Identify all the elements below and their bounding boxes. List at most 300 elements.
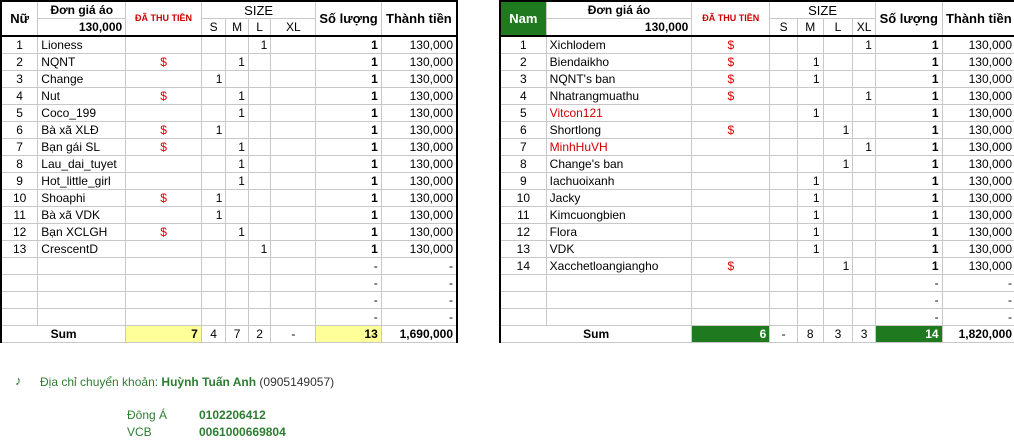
member-name: Iachuoixanh bbox=[546, 173, 692, 190]
size-s-count bbox=[770, 156, 798, 173]
sum-size-xl: - bbox=[271, 326, 316, 343]
quantity: 1 bbox=[875, 139, 942, 156]
table-row bbox=[500, 156, 1014, 173]
transfer-phone: (0905149057) bbox=[256, 375, 335, 389]
paid-mark bbox=[126, 292, 202, 309]
quantity: 1 bbox=[316, 71, 381, 88]
music-note-icon: ♪ bbox=[15, 373, 22, 388]
sum-size-l: 3 bbox=[823, 326, 853, 343]
row-number: 1 bbox=[500, 36, 546, 54]
member-name bbox=[546, 309, 692, 326]
sum-size-xl: 3 bbox=[853, 326, 876, 343]
member-name: Hot_little_girl bbox=[38, 173, 126, 190]
size-s-count bbox=[201, 224, 226, 241]
size-l-count bbox=[823, 139, 853, 156]
member-name: Bạn XCLGH bbox=[38, 224, 126, 241]
paid-mark bbox=[126, 71, 202, 88]
paid-mark bbox=[692, 275, 770, 292]
size-m-count bbox=[226, 258, 248, 275]
quantity: 1 bbox=[316, 36, 381, 54]
size-xl-count bbox=[853, 105, 876, 122]
row-number: 10 bbox=[500, 190, 546, 207]
table-row bbox=[1, 258, 457, 275]
table-row bbox=[1, 173, 457, 190]
size-s-count bbox=[770, 224, 798, 241]
line-total: - bbox=[381, 292, 457, 309]
member-name: Bà xã VDK bbox=[38, 207, 126, 224]
paid-mark: $ bbox=[126, 54, 202, 71]
quantity: 1 bbox=[316, 54, 381, 71]
size-l-count bbox=[248, 224, 270, 241]
size-s-count bbox=[201, 156, 226, 173]
quantity: - bbox=[316, 309, 381, 326]
table-row bbox=[1, 275, 457, 292]
paid-mark bbox=[126, 105, 202, 122]
member-name: Bạn gái SL bbox=[38, 139, 126, 156]
sum-paid: 6 bbox=[692, 326, 770, 343]
line-total: 130,000 bbox=[942, 224, 1014, 241]
size-xl-count bbox=[853, 71, 876, 88]
size-m-count bbox=[797, 156, 823, 173]
table-row bbox=[1, 207, 457, 224]
table-row bbox=[1, 36, 457, 54]
size-m-count: 1 bbox=[226, 54, 248, 71]
size-m-header: M bbox=[797, 19, 823, 37]
sum-size-s: 4 bbox=[201, 326, 226, 343]
size-l-count bbox=[823, 54, 853, 71]
size-m-count bbox=[226, 207, 248, 224]
size-xl-count bbox=[271, 139, 316, 156]
table-row bbox=[500, 258, 1014, 275]
size-xl-header: XL bbox=[853, 19, 876, 37]
size-m-count bbox=[226, 292, 248, 309]
paid-mark: $ bbox=[692, 122, 770, 139]
header-row bbox=[1, 1, 457, 19]
line-total: 130,000 bbox=[942, 54, 1014, 71]
size-header: SIZE bbox=[770, 1, 876, 19]
quantity: 1 bbox=[875, 173, 942, 190]
size-m-count bbox=[797, 292, 823, 309]
size-l-count: 1 bbox=[823, 122, 853, 139]
quantity: 1 bbox=[316, 241, 381, 258]
table-row bbox=[1, 190, 457, 207]
size-l-header: L bbox=[823, 19, 853, 37]
row-number: 11 bbox=[500, 207, 546, 224]
quantity: - bbox=[316, 258, 381, 275]
size-m-count: 1 bbox=[226, 156, 248, 173]
member-name bbox=[38, 309, 126, 326]
size-s-count bbox=[770, 139, 798, 156]
size-m-count bbox=[797, 275, 823, 292]
size-xl-count bbox=[271, 173, 316, 190]
line-total: - bbox=[942, 292, 1014, 309]
size-m-count bbox=[797, 122, 823, 139]
row-number: 12 bbox=[1, 224, 38, 241]
member-name: CrescentD bbox=[38, 241, 126, 258]
size-s-header: S bbox=[201, 19, 226, 37]
line-total: - bbox=[381, 309, 457, 326]
row-number bbox=[500, 309, 546, 326]
sum-size-l: 2 bbox=[248, 326, 270, 343]
paid-mark bbox=[126, 309, 202, 326]
table-row bbox=[500, 309, 1014, 326]
line-total: - bbox=[381, 258, 457, 275]
line-total: 130,000 bbox=[381, 54, 457, 71]
table-row bbox=[500, 54, 1014, 71]
quantity: 1 bbox=[316, 156, 381, 173]
size-xl-count bbox=[853, 241, 876, 258]
row-number: 13 bbox=[500, 241, 546, 258]
size-m-count bbox=[797, 36, 823, 54]
size-xl-count bbox=[853, 54, 876, 71]
paid-mark bbox=[692, 309, 770, 326]
line-total: 130,000 bbox=[381, 156, 457, 173]
row-number bbox=[500, 275, 546, 292]
size-m-count: 1 bbox=[226, 224, 248, 241]
line-total: 130,000 bbox=[381, 190, 457, 207]
sum-qty: 14 bbox=[875, 326, 942, 343]
size-s-count bbox=[770, 258, 798, 275]
size-l-count bbox=[248, 122, 270, 139]
size-s-count bbox=[770, 241, 798, 258]
row-number: 7 bbox=[1, 139, 38, 156]
row-number: 2 bbox=[500, 54, 546, 71]
male-order-table bbox=[499, 0, 1014, 343]
size-m-count: 1 bbox=[226, 88, 248, 105]
size-xl-count bbox=[271, 54, 316, 71]
size-l-count bbox=[248, 309, 270, 326]
quantity: 1 bbox=[316, 105, 381, 122]
row-number: 13 bbox=[1, 241, 38, 258]
sum-size-m: 8 bbox=[797, 326, 823, 343]
row-number bbox=[1, 292, 38, 309]
size-s-count bbox=[201, 258, 226, 275]
size-xl-count bbox=[853, 224, 876, 241]
line-total: 130,000 bbox=[381, 224, 457, 241]
table-row bbox=[1, 54, 457, 71]
paid-mark bbox=[692, 173, 770, 190]
line-total: 130,000 bbox=[942, 207, 1014, 224]
size-m-count: 1 bbox=[797, 105, 823, 122]
size-s-count bbox=[770, 105, 798, 122]
table-row bbox=[1, 139, 457, 156]
sum-qty: 13 bbox=[316, 326, 381, 343]
table-row bbox=[500, 292, 1014, 309]
size-l-count bbox=[248, 207, 270, 224]
size-m-count bbox=[797, 139, 823, 156]
sum-total: 1,690,000 bbox=[381, 326, 457, 343]
paid-mark: $ bbox=[126, 122, 202, 139]
quantity: 1 bbox=[316, 207, 381, 224]
row-number: 5 bbox=[500, 105, 546, 122]
table-row bbox=[500, 275, 1014, 292]
quantity: 1 bbox=[875, 190, 942, 207]
gender-header: Nữ bbox=[1, 1, 38, 36]
size-l-count bbox=[823, 88, 853, 105]
size-s-count bbox=[201, 105, 226, 122]
size-xl-count bbox=[271, 309, 316, 326]
line-total: 130,000 bbox=[381, 122, 457, 139]
total-header: Thành tiền bbox=[381, 1, 457, 36]
size-xl-count bbox=[853, 190, 876, 207]
paid-mark bbox=[692, 190, 770, 207]
size-xl-count: 1 bbox=[853, 88, 876, 105]
size-l-count bbox=[248, 139, 270, 156]
row-number: 4 bbox=[1, 88, 38, 105]
paid-mark: $ bbox=[126, 190, 202, 207]
line-total: 130,000 bbox=[942, 105, 1014, 122]
line-total: 130,000 bbox=[381, 36, 457, 54]
table-row bbox=[500, 207, 1014, 224]
price-header: Đơn giá áo bbox=[546, 1, 692, 19]
size-header: SIZE bbox=[201, 1, 316, 19]
bank-line-donga bbox=[127, 408, 266, 422]
line-total: 130,000 bbox=[942, 190, 1014, 207]
table-row bbox=[500, 71, 1014, 88]
quantity: - bbox=[875, 275, 942, 292]
qty-header: Số lượng bbox=[316, 1, 381, 36]
quantity: 1 bbox=[875, 258, 942, 275]
line-total: 130,000 bbox=[942, 71, 1014, 88]
line-total: - bbox=[942, 275, 1014, 292]
quantity: 1 bbox=[875, 207, 942, 224]
sum-size-s: - bbox=[770, 326, 798, 343]
paid-mark: $ bbox=[126, 139, 202, 156]
row-number: 3 bbox=[500, 71, 546, 88]
size-m-count bbox=[797, 88, 823, 105]
table-row bbox=[1, 309, 457, 326]
member-name: Change bbox=[38, 71, 126, 88]
quantity: 1 bbox=[875, 156, 942, 173]
member-name: Shoaphi bbox=[38, 190, 126, 207]
size-s-count bbox=[770, 88, 798, 105]
size-xl-count bbox=[271, 105, 316, 122]
sum-row bbox=[1, 326, 457, 343]
size-xl-count bbox=[853, 292, 876, 309]
line-total: 130,000 bbox=[942, 88, 1014, 105]
payment-info bbox=[0, 368, 1014, 441]
size-xl-count bbox=[271, 207, 316, 224]
transfer-name: Huỳnh Tuấn Anh bbox=[161, 375, 257, 389]
size-l-count: 1 bbox=[823, 156, 853, 173]
table-row bbox=[1, 122, 457, 139]
size-m-count: 1 bbox=[797, 71, 823, 88]
row-number bbox=[1, 309, 38, 326]
row-number: 11 bbox=[1, 207, 38, 224]
size-s-header: S bbox=[770, 19, 798, 37]
header-row bbox=[500, 1, 1014, 19]
size-m-header: M bbox=[226, 19, 248, 37]
size-xl-count bbox=[853, 122, 876, 139]
member-name: VDK bbox=[546, 241, 692, 258]
size-s-count bbox=[770, 36, 798, 54]
size-m-count: 1 bbox=[797, 207, 823, 224]
size-xl-count bbox=[271, 88, 316, 105]
paid-mark bbox=[126, 275, 202, 292]
size-xl-count bbox=[853, 275, 876, 292]
size-l-count bbox=[823, 173, 853, 190]
quantity: - bbox=[875, 292, 942, 309]
paid-mark: $ bbox=[692, 54, 770, 71]
size-m-count bbox=[797, 258, 823, 275]
size-m-count bbox=[226, 190, 248, 207]
size-l-count bbox=[823, 241, 853, 258]
table-row bbox=[500, 36, 1014, 54]
line-total: - bbox=[942, 309, 1014, 326]
row-number: 1 bbox=[1, 36, 38, 54]
member-name: Vitcon121 bbox=[546, 105, 692, 122]
quantity: - bbox=[316, 275, 381, 292]
size-l-count bbox=[823, 105, 853, 122]
table-row bbox=[500, 122, 1014, 139]
quantity: - bbox=[875, 309, 942, 326]
bank-line-vcb bbox=[127, 425, 286, 439]
size-s-count bbox=[201, 139, 226, 156]
size-m-count bbox=[226, 275, 248, 292]
quantity: 1 bbox=[875, 54, 942, 71]
size-m-count: 1 bbox=[797, 190, 823, 207]
size-s-count bbox=[770, 173, 798, 190]
gender-header: Nam bbox=[500, 1, 546, 36]
size-xl-header: XL bbox=[271, 19, 316, 37]
size-s-count bbox=[201, 292, 226, 309]
member-name: Shortlong bbox=[546, 122, 692, 139]
row-number: 14 bbox=[500, 258, 546, 275]
size-s-count bbox=[770, 54, 798, 71]
size-s-count bbox=[770, 71, 798, 88]
table-row bbox=[1, 224, 457, 241]
line-total: 130,000 bbox=[942, 258, 1014, 275]
size-l-count: 1 bbox=[248, 36, 270, 54]
size-l-count bbox=[248, 173, 270, 190]
table-row bbox=[1, 241, 457, 258]
row-number: 6 bbox=[500, 122, 546, 139]
line-total: 130,000 bbox=[381, 207, 457, 224]
member-name bbox=[38, 275, 126, 292]
member-name: Nut bbox=[38, 88, 126, 105]
row-number bbox=[1, 258, 38, 275]
row-number: 3 bbox=[1, 71, 38, 88]
size-l-count bbox=[248, 105, 270, 122]
size-xl-count: 1 bbox=[853, 36, 876, 54]
paid-header: ĐÃ THU TIỀN bbox=[126, 1, 202, 36]
size-xl-count bbox=[271, 275, 316, 292]
member-name bbox=[38, 258, 126, 275]
member-name: Kimcuongbien bbox=[546, 207, 692, 224]
size-s-count bbox=[770, 207, 798, 224]
price-value: 130,000 bbox=[38, 19, 126, 37]
size-m-count: 1 bbox=[797, 173, 823, 190]
line-total: 130,000 bbox=[942, 36, 1014, 54]
paid-mark bbox=[692, 224, 770, 241]
size-s-count bbox=[201, 36, 226, 54]
quantity: 1 bbox=[316, 88, 381, 105]
quantity: 1 bbox=[875, 36, 942, 54]
transfer-label: Địa chỉ chuyển khoản: bbox=[40, 375, 162, 389]
line-total: - bbox=[381, 275, 457, 292]
size-l-count bbox=[823, 292, 853, 309]
line-total: 130,000 bbox=[381, 71, 457, 88]
sum-total: 1,820,000 bbox=[942, 326, 1014, 343]
size-m-count bbox=[226, 122, 248, 139]
size-xl-count bbox=[271, 122, 316, 139]
quantity: - bbox=[316, 292, 381, 309]
size-xl-count: 1 bbox=[853, 139, 876, 156]
line-total: 130,000 bbox=[942, 156, 1014, 173]
paid-header: ĐÃ THU TIỀN bbox=[692, 1, 770, 36]
paid-mark bbox=[126, 36, 202, 54]
table-row bbox=[1, 105, 457, 122]
price-header: Đơn giá áo bbox=[38, 1, 126, 19]
size-s-count bbox=[770, 190, 798, 207]
paid-mark bbox=[126, 241, 202, 258]
line-total: 130,000 bbox=[381, 139, 457, 156]
bank-account: 0061000669804 bbox=[199, 425, 286, 439]
size-m-count: 1 bbox=[226, 139, 248, 156]
sum-label: Sum bbox=[500, 326, 692, 343]
size-l-count bbox=[823, 71, 853, 88]
size-l-count bbox=[823, 207, 853, 224]
size-s-count bbox=[770, 122, 798, 139]
member-name: Lau_dai_tuyet bbox=[38, 156, 126, 173]
size-s-count bbox=[201, 173, 226, 190]
size-m-count bbox=[797, 309, 823, 326]
size-l-count: 1 bbox=[823, 258, 853, 275]
row-number: 7 bbox=[500, 139, 546, 156]
quantity: 1 bbox=[875, 88, 942, 105]
size-s-count bbox=[201, 309, 226, 326]
size-m-count bbox=[226, 309, 248, 326]
size-xl-count bbox=[853, 207, 876, 224]
size-s-count bbox=[201, 54, 226, 71]
bank-account: 0102206412 bbox=[199, 408, 266, 422]
table-row bbox=[1, 88, 457, 105]
member-name: Jacky bbox=[546, 190, 692, 207]
size-l-count bbox=[823, 36, 853, 54]
paid-mark: $ bbox=[692, 71, 770, 88]
table-row bbox=[500, 173, 1014, 190]
size-l-count bbox=[248, 292, 270, 309]
size-xl-count bbox=[271, 224, 316, 241]
member-name: NQNT bbox=[38, 54, 126, 71]
quantity: 1 bbox=[316, 122, 381, 139]
table-row bbox=[1, 156, 457, 173]
paid-mark: $ bbox=[692, 258, 770, 275]
size-l-header: L bbox=[248, 19, 270, 37]
size-s-count bbox=[770, 292, 798, 309]
size-xl-count bbox=[271, 292, 316, 309]
size-l-count bbox=[823, 309, 853, 326]
size-s-count bbox=[201, 241, 226, 258]
row-number: 4 bbox=[500, 88, 546, 105]
size-m-count: 1 bbox=[797, 54, 823, 71]
size-l-count bbox=[248, 54, 270, 71]
paid-mark: $ bbox=[126, 88, 202, 105]
quantity: 1 bbox=[316, 190, 381, 207]
bank-name: VCB bbox=[127, 425, 152, 439]
paid-mark bbox=[692, 156, 770, 173]
size-l-count bbox=[248, 275, 270, 292]
paid-mark bbox=[126, 207, 202, 224]
line-total: 130,000 bbox=[942, 139, 1014, 156]
size-s-count bbox=[770, 309, 798, 326]
quantity: 1 bbox=[875, 241, 942, 258]
table-row bbox=[1, 71, 457, 88]
size-m-count bbox=[226, 241, 248, 258]
line-total: 130,000 bbox=[381, 88, 457, 105]
row-number: 10 bbox=[1, 190, 38, 207]
size-s-count: 1 bbox=[201, 122, 226, 139]
